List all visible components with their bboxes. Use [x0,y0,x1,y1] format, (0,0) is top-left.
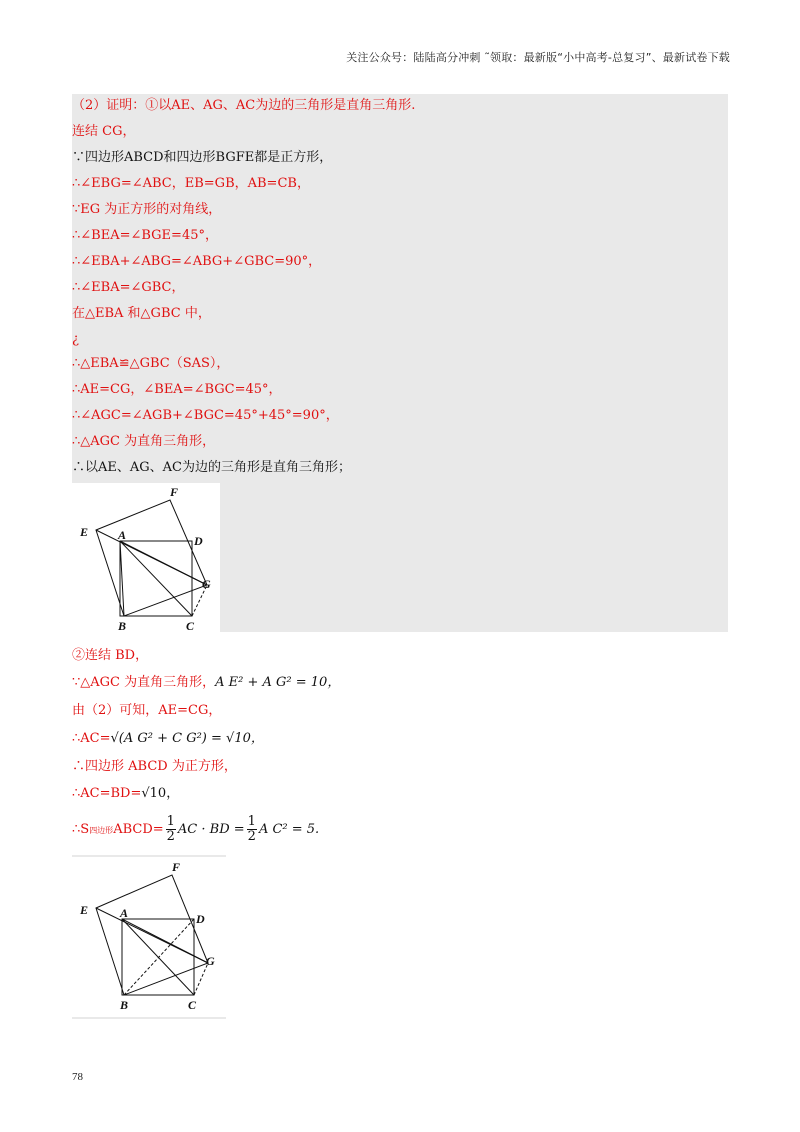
page-header: 关注公众号：陆陆高分冲刺 ˜领取：最新版“小中高考-总复习”、最新试卷下载 [346,51,730,64]
proof2-line-7: ∴S四边形ABCD= $\frac{1}{2}$ AC · BD = $\frac{1}{2}$ A C² = 5. [72,814,320,844]
proof2-line-2: ∵△AGC 为直角三角形，A E² + A G² = 10， [72,675,341,690]
geometry-figure-2 [72,857,226,1017]
label2-d: D [196,912,205,926]
label2-c: C [188,998,197,1012]
proof-line-1: （2）证明：①以AE、AG、AC为边的三角形是直角三角形. [72,98,416,113]
proof-line-4: ∴∠EBG=∠ABC，EB=GB，AB=CB， [72,176,310,191]
label2-f: F [172,860,181,874]
proof-line-3: ∵四边形ABCD和四边形BGFE都是正方形， [72,150,333,165]
proof-line-10: ¿ [72,332,79,347]
label2-g: G [206,954,215,968]
geometry-figure-1 [72,483,220,635]
proof-line-8: ∴∠EBA=∠GBC， [72,280,185,295]
page-number: 78 [72,1071,83,1083]
label-c: C [186,619,195,633]
label-d: D [194,534,203,548]
fraction-half-1: $\frac{1}{2}$ [166,814,175,844]
proof2-line-1: ②连结 BD， [72,648,149,663]
fraction-half-2: $\frac{1}{2}$ [247,814,256,844]
proof-line-9: 在△EBA 和△GBC 中， [72,306,211,321]
proof-line-15: ∴以AE、AG、AC为边的三角形是直角三角形； [72,460,351,475]
proof-line-14: ∴△AGC 为直角三角形， [72,434,216,449]
label-f: F [170,485,179,499]
label2-a: A [120,906,129,920]
proof2-line-6: ∴AC=BD=√10， [72,786,180,801]
proof2-line-5: ∴四边形 ABCD 为正方形， [72,759,237,774]
proof-line-11: ∴△EBA≌△GBC（SAS）， [72,356,230,371]
label-g: G [202,577,211,591]
label-e: E [80,525,89,539]
proof-line-7: ∴∠EBA+∠ABG=∠ABG+∠GBC=90°， [72,254,322,269]
proof-line-12: ∴AE=CG，∠BEA=∠BGC=45°， [72,382,282,397]
proof-line-5: ∵EG 为正方形的对角线， [72,202,222,217]
proof-line-13: ∴∠AGC=∠AGB+∠BGC=45°+45°=90°， [72,408,339,423]
label-a: A [118,528,127,542]
proof2-line-3: 由（2）可知，AE=CG， [72,703,222,718]
proof-line-6: ∴∠BEA=∠BGE=45°， [72,228,218,243]
label-b: B [118,619,127,633]
proof-line-2: 连结 CG， [72,124,136,139]
label2-e: E [80,903,89,917]
label2-b: B [120,998,129,1012]
proof2-line-4: ∴AC=√(A G² + C G²) = √10， [72,731,264,746]
